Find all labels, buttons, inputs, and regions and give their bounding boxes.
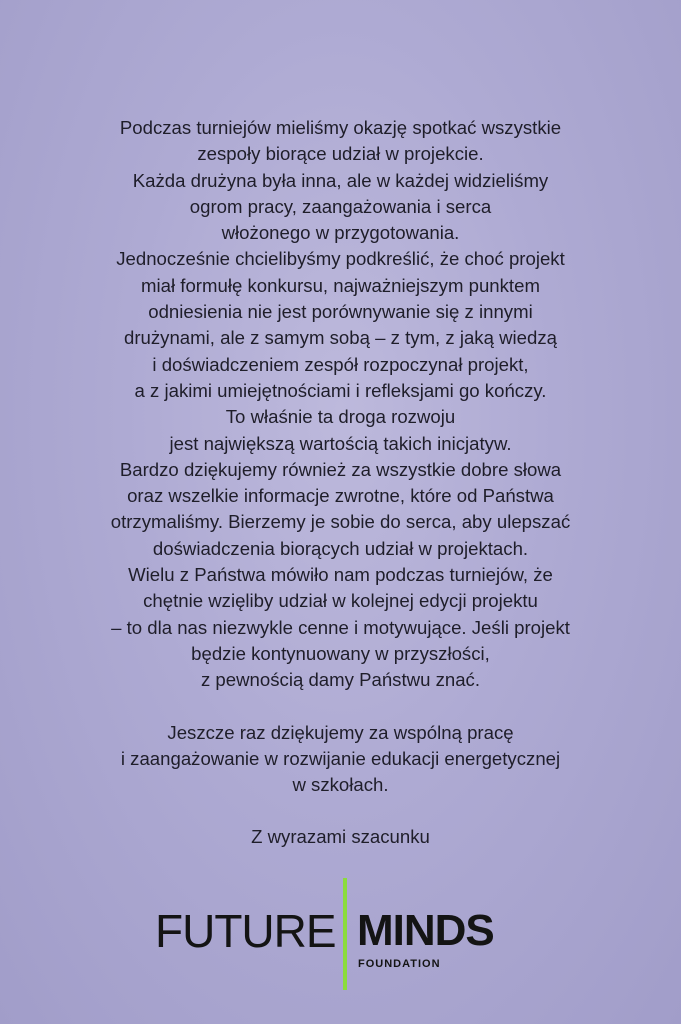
closing-line: Jeszcze raz dziękujemy za wspólną pracę xyxy=(167,721,514,743)
letter-line: oraz wszelkie informacje zwrotne, które od Państwa xyxy=(127,485,554,507)
future-minds-foundation-logo xyxy=(155,878,515,990)
logo-subtitle-foundation: FOUNDATION xyxy=(358,958,441,970)
letter-line: – to dla nas niezwykle cenne i motywujące. Jeśli projekt xyxy=(111,616,570,638)
logo-word-future: FUTURE xyxy=(155,905,336,957)
paragraph-gap xyxy=(0,798,681,824)
signoff: Z wyrazami szacunku xyxy=(251,826,430,848)
letter-line: zespoły biorące udział w projekcie. xyxy=(197,143,484,165)
letter-line: ogrom pracy, zaangażowania i serca xyxy=(189,195,492,217)
letter-line: Wielu z Państwa mówiło nam podczas turniejów, że xyxy=(128,564,553,586)
letter-body xyxy=(0,115,681,851)
letter-line: będzie kontynuowany w przyszłości, xyxy=(191,642,490,664)
letter-line: drużynami, ale z samym sobą – z tym, z jaką wiedzą xyxy=(124,327,557,349)
letter-line: Jednocześnie chcielibyśmy podkreślić, że choć projekt xyxy=(116,248,565,270)
letter-line: chętnie wzięliby udział w kolejnej edycji projektu xyxy=(143,590,538,612)
logo-accent-bar xyxy=(343,878,347,990)
letter-line: z pewnością damy Państwu znać. xyxy=(200,669,481,691)
paragraph-gap xyxy=(0,694,681,720)
letter-line: odniesienia nie jest porównywanie się z innymi xyxy=(148,301,533,323)
letter-line: To właśnie ta droga rozwoju xyxy=(225,406,456,428)
letter-line: otrzymaliśmy. Bierzemy je sobie do serca, aby ulepszać xyxy=(110,511,571,533)
letter-line: włożonego w przygotowania. xyxy=(221,222,460,244)
letter-line: Każda drużyna była inna, ale w każdej widzieliśmy xyxy=(132,169,549,191)
letter-line: a z jakimi umiejętnościami i refleksjami go kończy. xyxy=(134,379,547,401)
letter-line: doświadczenia biorących udział w projektach. xyxy=(152,537,529,559)
letter-line: Podczas turniejów mieliśmy okazję spotkać wszystkie xyxy=(119,117,562,138)
letter-line: Bardzo dziękujemy również za wszystkie dobre słowa xyxy=(119,458,562,480)
closing-line: w szkołach. xyxy=(292,774,389,796)
letter-line: i doświadczeniem zespół rozpoczynał projekt, xyxy=(152,353,529,375)
closing-line: i zaangażowanie w rozwijanie edukacji energetycznej xyxy=(120,747,561,769)
letter-line: jest największą wartością takich inicjatyw. xyxy=(169,432,512,454)
logo-word-minds: MINDS xyxy=(357,906,494,955)
letter-line: miał formułę konkursu, najważniejszym punktem xyxy=(141,274,540,296)
